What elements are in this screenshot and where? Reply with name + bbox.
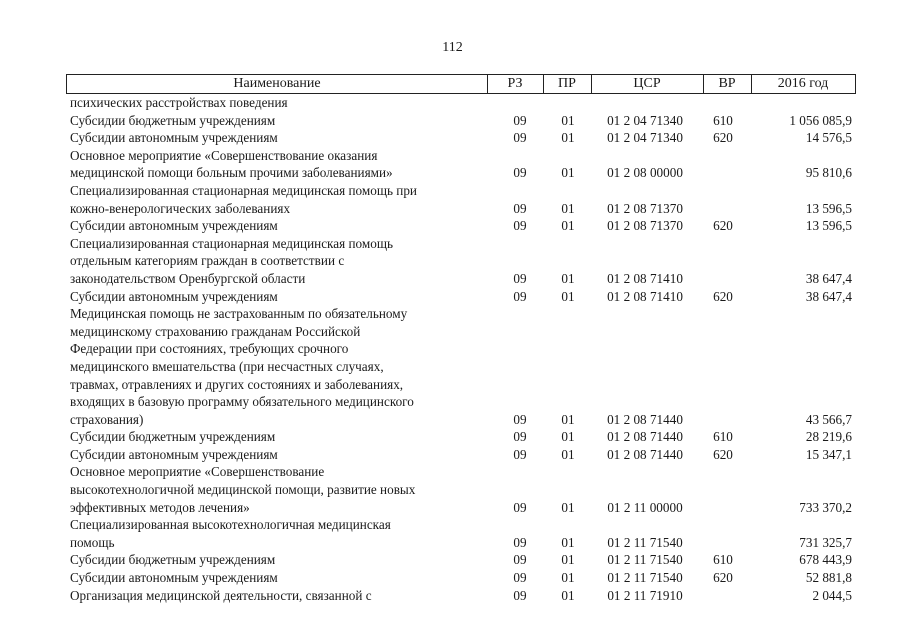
table-row [66,94,856,112]
row-rz: 09 [513,534,527,550]
row-pr: 01 [561,165,575,181]
row-name: Субсидии бюджетным учреждениям [70,429,276,445]
row-amount: 733 370,2 [799,499,852,515]
row-amount: 38 647,4 [805,270,852,286]
row-amount: 38 647,4 [805,288,852,304]
row-amount: 43 566,7 [805,411,852,427]
row-rz: 09 [513,411,527,427]
row-amount: 14 576,5 [805,130,852,146]
row-name: Субсидии автономным учреждениям [70,570,278,586]
row-rz: 09 [513,499,527,515]
row-rz: 09 [513,200,527,216]
column-header-vr: ВР [703,75,752,93]
row-amount: 13 596,5 [805,200,852,216]
row-vr: 610 [713,552,733,568]
table-row [66,516,856,551]
row-name: Субсидии бюджетным учреждениям [70,112,276,128]
row-csr: 01 2 04 71340 [607,130,683,146]
row-pr: 01 [561,499,575,515]
row-rz: 09 [513,288,527,304]
row-name: психических расстройствах поведения [70,95,288,110]
row-rz: 09 [513,130,527,146]
row-pr: 01 [561,552,575,568]
row-csr: 01 2 04 71340 [607,112,683,128]
row-pr: 01 [561,200,575,216]
table-row [66,129,856,147]
row-name: Субсидии бюджетным учреждениям [70,552,276,568]
row-rz: 09 [513,570,527,586]
row-amount: 15 347,1 [805,446,852,462]
row-pr: 01 [561,429,575,445]
row-name: Основное мероприятие «Совершенствование оказания медицинской помощи больным прочими заболеваниями» [70,147,393,181]
row-csr: 01 2 08 71370 [607,200,683,216]
row-csr: 01 2 11 71910 [607,587,683,603]
table-row [66,112,856,130]
row-name: Медицинская помощь не застрахованным по обязательному медицинскому страхованию гражданам Российской Федерации при состояниях, требующих срочного медицинского вмешательства (при несчастных случаях, травмах, отравлениях и других состояниях и заболеваниях, входящих в базовую программу обязательного медицинского страхования) [70,306,414,427]
row-amount: 13 596,5 [805,218,852,234]
row-pr: 01 [561,587,575,603]
row-rz: 09 [513,270,527,286]
table-row [66,217,856,235]
row-csr: 01 2 08 71410 [607,288,683,304]
row-pr: 01 [561,534,575,550]
row-name: Специализированная высокотехнологичная медицинская помощь [70,517,391,550]
table-row [66,288,856,306]
table-row [66,147,856,182]
row-rz: 09 [513,552,527,568]
row-csr: 01 2 11 00000 [607,499,683,515]
table-body [66,94,856,604]
table-row [66,305,856,428]
row-pr: 01 [561,218,575,234]
row-pr: 01 [561,288,575,304]
row-amount: 28 219,6 [805,429,852,445]
row-csr: 01 2 08 71440 [607,429,683,445]
column-header-year: 2016 год [777,76,829,91]
row-vr: 620 [713,130,733,146]
table-row [66,551,856,569]
row-name: Субсидии автономным учреждениям [70,446,278,462]
row-csr: 01 2 11 71540 [607,570,683,586]
table-row [66,569,856,587]
table-row [66,587,856,605]
column-header-name: Наименование [67,75,488,93]
row-name: Субсидии автономным учреждениям [70,288,278,304]
table-header [66,74,856,94]
page-number: 112 [442,40,463,55]
row-pr: 01 [561,570,575,586]
row-amount: 1 056 085,9 [789,112,852,128]
table-row [66,463,856,516]
row-name: Организация медицинской деятельности, связанной с [70,587,372,603]
row-pr: 01 [561,112,575,128]
row-name: Субсидии автономным учреждениям [70,130,278,146]
row-rz: 09 [513,165,527,181]
row-pr: 01 [561,130,575,146]
row-csr: 01 2 11 71540 [607,534,683,550]
row-pr: 01 [561,270,575,286]
row-name: Основное мероприятие «Совершенствование высокотехнологичной медицинской помощи, развитие новых эффективных методов лечения» [70,464,416,515]
row-amount: 52 881,8 [805,570,852,586]
column-header-rz: РЗ [487,75,544,93]
row-amount: 95 810,6 [805,165,852,181]
row-amount: 678 443,9 [799,552,852,568]
table-row [66,446,856,464]
row-rz: 09 [513,429,527,445]
table-row [66,428,856,446]
row-csr: 01 2 08 71440 [607,411,683,427]
row-name: Специализированная стационарная медицинская помощь при кожно-венерологических заболеваниях [70,182,417,216]
row-amount: 2 044,5 [812,587,852,603]
row-pr: 01 [561,411,575,427]
row-amount: 731 325,7 [799,534,852,550]
row-vr: 620 [713,218,733,234]
row-csr: 01 2 08 71410 [607,270,683,286]
row-rz: 09 [513,587,527,603]
row-vr: 620 [713,446,733,462]
column-header-csr: ЦСР [591,75,704,93]
row-csr: 01 2 08 71370 [607,218,683,234]
row-vr: 610 [713,112,733,128]
table-row [66,182,856,217]
row-pr: 01 [561,446,575,462]
row-vr: 610 [713,429,733,445]
table-row [66,235,856,288]
row-csr: 01 2 08 71440 [607,446,683,462]
row-csr: 01 2 11 71540 [607,552,683,568]
row-rz: 09 [513,446,527,462]
row-rz: 09 [513,218,527,234]
row-vr: 620 [713,570,733,586]
row-rz: 09 [513,112,527,128]
column-header-pr: ПР [543,75,592,93]
row-name: Специализированная стационарная медицинская помощь отдельным категориям граждан в соответствии с законодательством Оренбургской области [70,235,393,286]
row-name: Субсидии автономным учреждениям [70,218,278,234]
row-csr: 01 2 08 00000 [607,165,683,181]
row-vr: 620 [713,288,733,304]
